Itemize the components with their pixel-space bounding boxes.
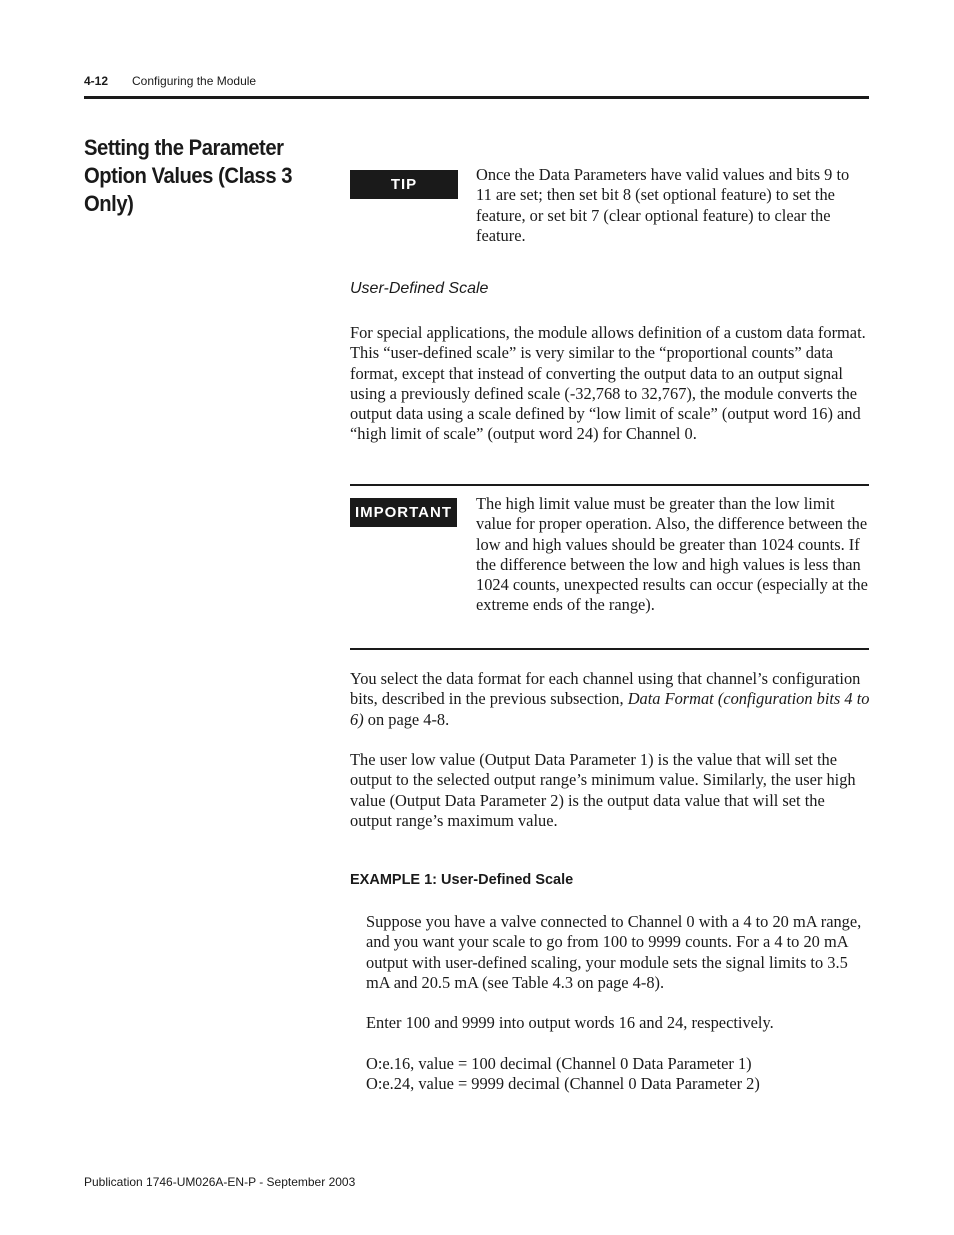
example-line-1: O:e.16, value = 100 decimal (Channel 0 Data Parameter 1) bbox=[366, 1054, 752, 1073]
data-format-text-start: You select the data format for each channel using that channel’s configuration bits, described in the previous subsection, bbox=[350, 669, 861, 709]
tip-label: TIP bbox=[350, 170, 458, 199]
example-line-2: O:e.24, value = 9999 decimal (Channel 0 Data Parameter 2) bbox=[366, 1074, 760, 1093]
important-top-rule bbox=[350, 484, 869, 486]
page-number: 4-12 bbox=[84, 74, 109, 88]
publication-footer: Publication 1746-UM026A-EN-P - September 2003 bbox=[84, 1175, 356, 1189]
example-title: EXAMPLE 1: User-Defined Scale bbox=[350, 872, 574, 888]
user-low-high-paragraph: The user low value (Output Data Parameter 1) is the value that will set the output to the selected output range’s minimum value. Similarly, the user high value (Output Data Parameter 2) is the output data value that will set the output range’s maximum value. bbox=[350, 750, 856, 830]
important-bottom-rule bbox=[350, 648, 869, 650]
example-instruction: Enter 100 and 9999 into output words 16 and 24, respectively. bbox=[366, 1013, 774, 1032]
data-format-text-end: on page 4-8. bbox=[363, 709, 450, 729]
section-title: Setting the Parameter Option Values (Class 3 Only) bbox=[84, 135, 293, 216]
chapter-title: Configuring the Module bbox=[132, 74, 257, 88]
important-label: IMPORTANT bbox=[350, 498, 457, 527]
user-defined-scale-subheading: User-Defined Scale bbox=[350, 280, 489, 297]
important-text: The high limit value must be greater than the low limit value for proper operation. Also, the difference between the low and high values should be greater than 1024 counts. If the difference between the low and high values is less than 1024 counts, unexpected results can occur (especially at the extreme ends of the range). bbox=[476, 494, 868, 615]
user-defined-scale-paragraph: For special applications, the module allows definition of a custom data format. This “user-defined scale” is very similar to the “proportional counts” data format, except that instead of converting the output data to an output signal using a previously defined scale (-32,768 to 32,767), the module converts the output data using a scale defined by “low limit of scale” (output word 16) and “high limit of scale” (output word 24) for Channel 0. bbox=[350, 323, 866, 444]
header-rule bbox=[84, 96, 869, 99]
tip-text: Once the Data Parameters have valid values and bits 9 to 11 are set; then set bit 8 (set optional feature) to set the feature, or set bit 7 (clear optional feature) to clear the feature. bbox=[476, 165, 850, 245]
example-paragraph: Suppose you have a valve connected to Channel 0 with a 4 to 20 mA range, and you want your scale to go from 100 to 9999 counts. For a 4 to 20 mA output with user-defined scaling, your module sets the signal limits to 3.5 mA and 20.5 mA (see Table 4.3 on page 4-8). bbox=[366, 912, 862, 992]
data-format-reference[interactable]: Data Format (configuration bits 4 to 6) bbox=[350, 689, 870, 729]
data-format-paragraph bbox=[350, 669, 870, 730]
